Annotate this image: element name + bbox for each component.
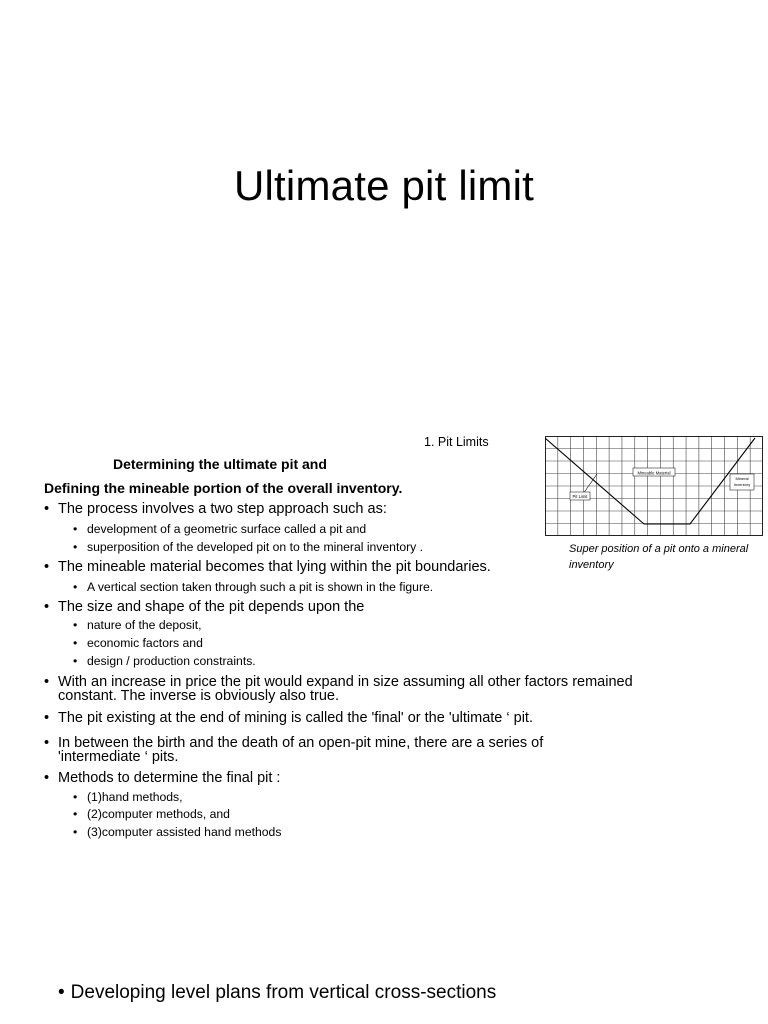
- heading-ultimate-pit: Determining the ultimate pit and: [113, 456, 327, 472]
- sub-bullet-economic-factors: • economic factors and: [44, 636, 644, 650]
- sub-bullet-group-7c: [44, 825, 644, 839]
- svg-text:Pit Limit: Pit Limit: [572, 494, 588, 499]
- mineable-label-box: [633, 468, 675, 476]
- sub-bullet-design-constraints: • design / production constraints.: [44, 654, 644, 668]
- bullet-size-shape: • The size and shape of the pit depends upon the: [44, 600, 644, 614]
- sub-bullet-superposition: • superposition of the developed pit on to the mineral inventory .: [44, 540, 644, 554]
- sub-bullet-computer-methods: • (2)computer methods, and: [44, 807, 644, 821]
- sub-bullet-hand-methods: • (1)hand methods,: [44, 790, 644, 804]
- sub-bullet-group-1b: [44, 540, 644, 554]
- bullet-price-increase: • With an increase in price the pit would expand in size assuming all other factors remained constant. The inverse is obviously also true.: [44, 675, 634, 703]
- sub-bullet-nature-deposit: • nature of the deposit,: [44, 618, 644, 632]
- pit-section-figure: [545, 436, 763, 536]
- mineral-inventory-label-box: [730, 474, 754, 490]
- svg-text:Mineable Material: Mineable Material: [637, 470, 671, 476]
- sub-bullet-group-2: [44, 580, 644, 594]
- bullet-methods: • Methods to determine the final pit :: [44, 771, 644, 785]
- bottom-bullet-text: Developing level plans from vertical cross-sections: [70, 982, 497, 1003]
- bullet-mineable-material: • The mineable material becomes that lying within the pit boundaries.: [44, 560, 644, 574]
- sub-bullet-geometric-surface: • development of a geometric surface called a pit and: [44, 522, 644, 536]
- pit-limit-label-box: [570, 492, 590, 500]
- bullet-group-3: [44, 600, 644, 614]
- mineral-label-line2: Inventory: [733, 482, 751, 487]
- sub-bullet-group-3b: [44, 636, 644, 650]
- bullet-final-pit: • The pit existing at the end of mining is called the 'final' or the 'ultimate ‘ pit.: [44, 711, 644, 725]
- bullet-group-4: [44, 675, 634, 703]
- sub-bullet-group-3a: [44, 618, 644, 632]
- bullet-group-5: [44, 711, 644, 725]
- mineral-label-line1: Mineral: [735, 476, 749, 481]
- bullet-group-7: [44, 771, 644, 785]
- sub-bullet-computer-assisted: • (3)computer assisted hand methods: [44, 825, 644, 839]
- section-number: 1. Pit Limits: [424, 435, 489, 449]
- sub-bullet-group-3c: [44, 654, 644, 668]
- bullet-group-6: [44, 736, 614, 764]
- bullet-dot: •: [58, 982, 65, 1003]
- sub-bullet-group-7b: [44, 807, 644, 821]
- slide-title: Ultimate pit limit: [234, 162, 534, 209]
- bottom-bullet: [58, 982, 496, 1004]
- figure-caption: Super position of a pit onto a mineral inventory: [569, 543, 749, 571]
- sub-bullet-vertical-section: • A vertical section taken through such a pit is shown in the figure.: [44, 580, 644, 594]
- heading-mineable-portion: Defining the mineable portion of the overall inventory.: [44, 480, 403, 496]
- bullet-two-step: • The process involves a two step approach such as:: [44, 502, 644, 516]
- bullet-group-2: [44, 560, 644, 574]
- bullet-intermediate-pits: • In between the birth and the death of an open-pit mine, there are a series of 'intermediate ‘ pits.: [44, 736, 614, 764]
- sub-bullet-group-7a: [44, 790, 644, 804]
